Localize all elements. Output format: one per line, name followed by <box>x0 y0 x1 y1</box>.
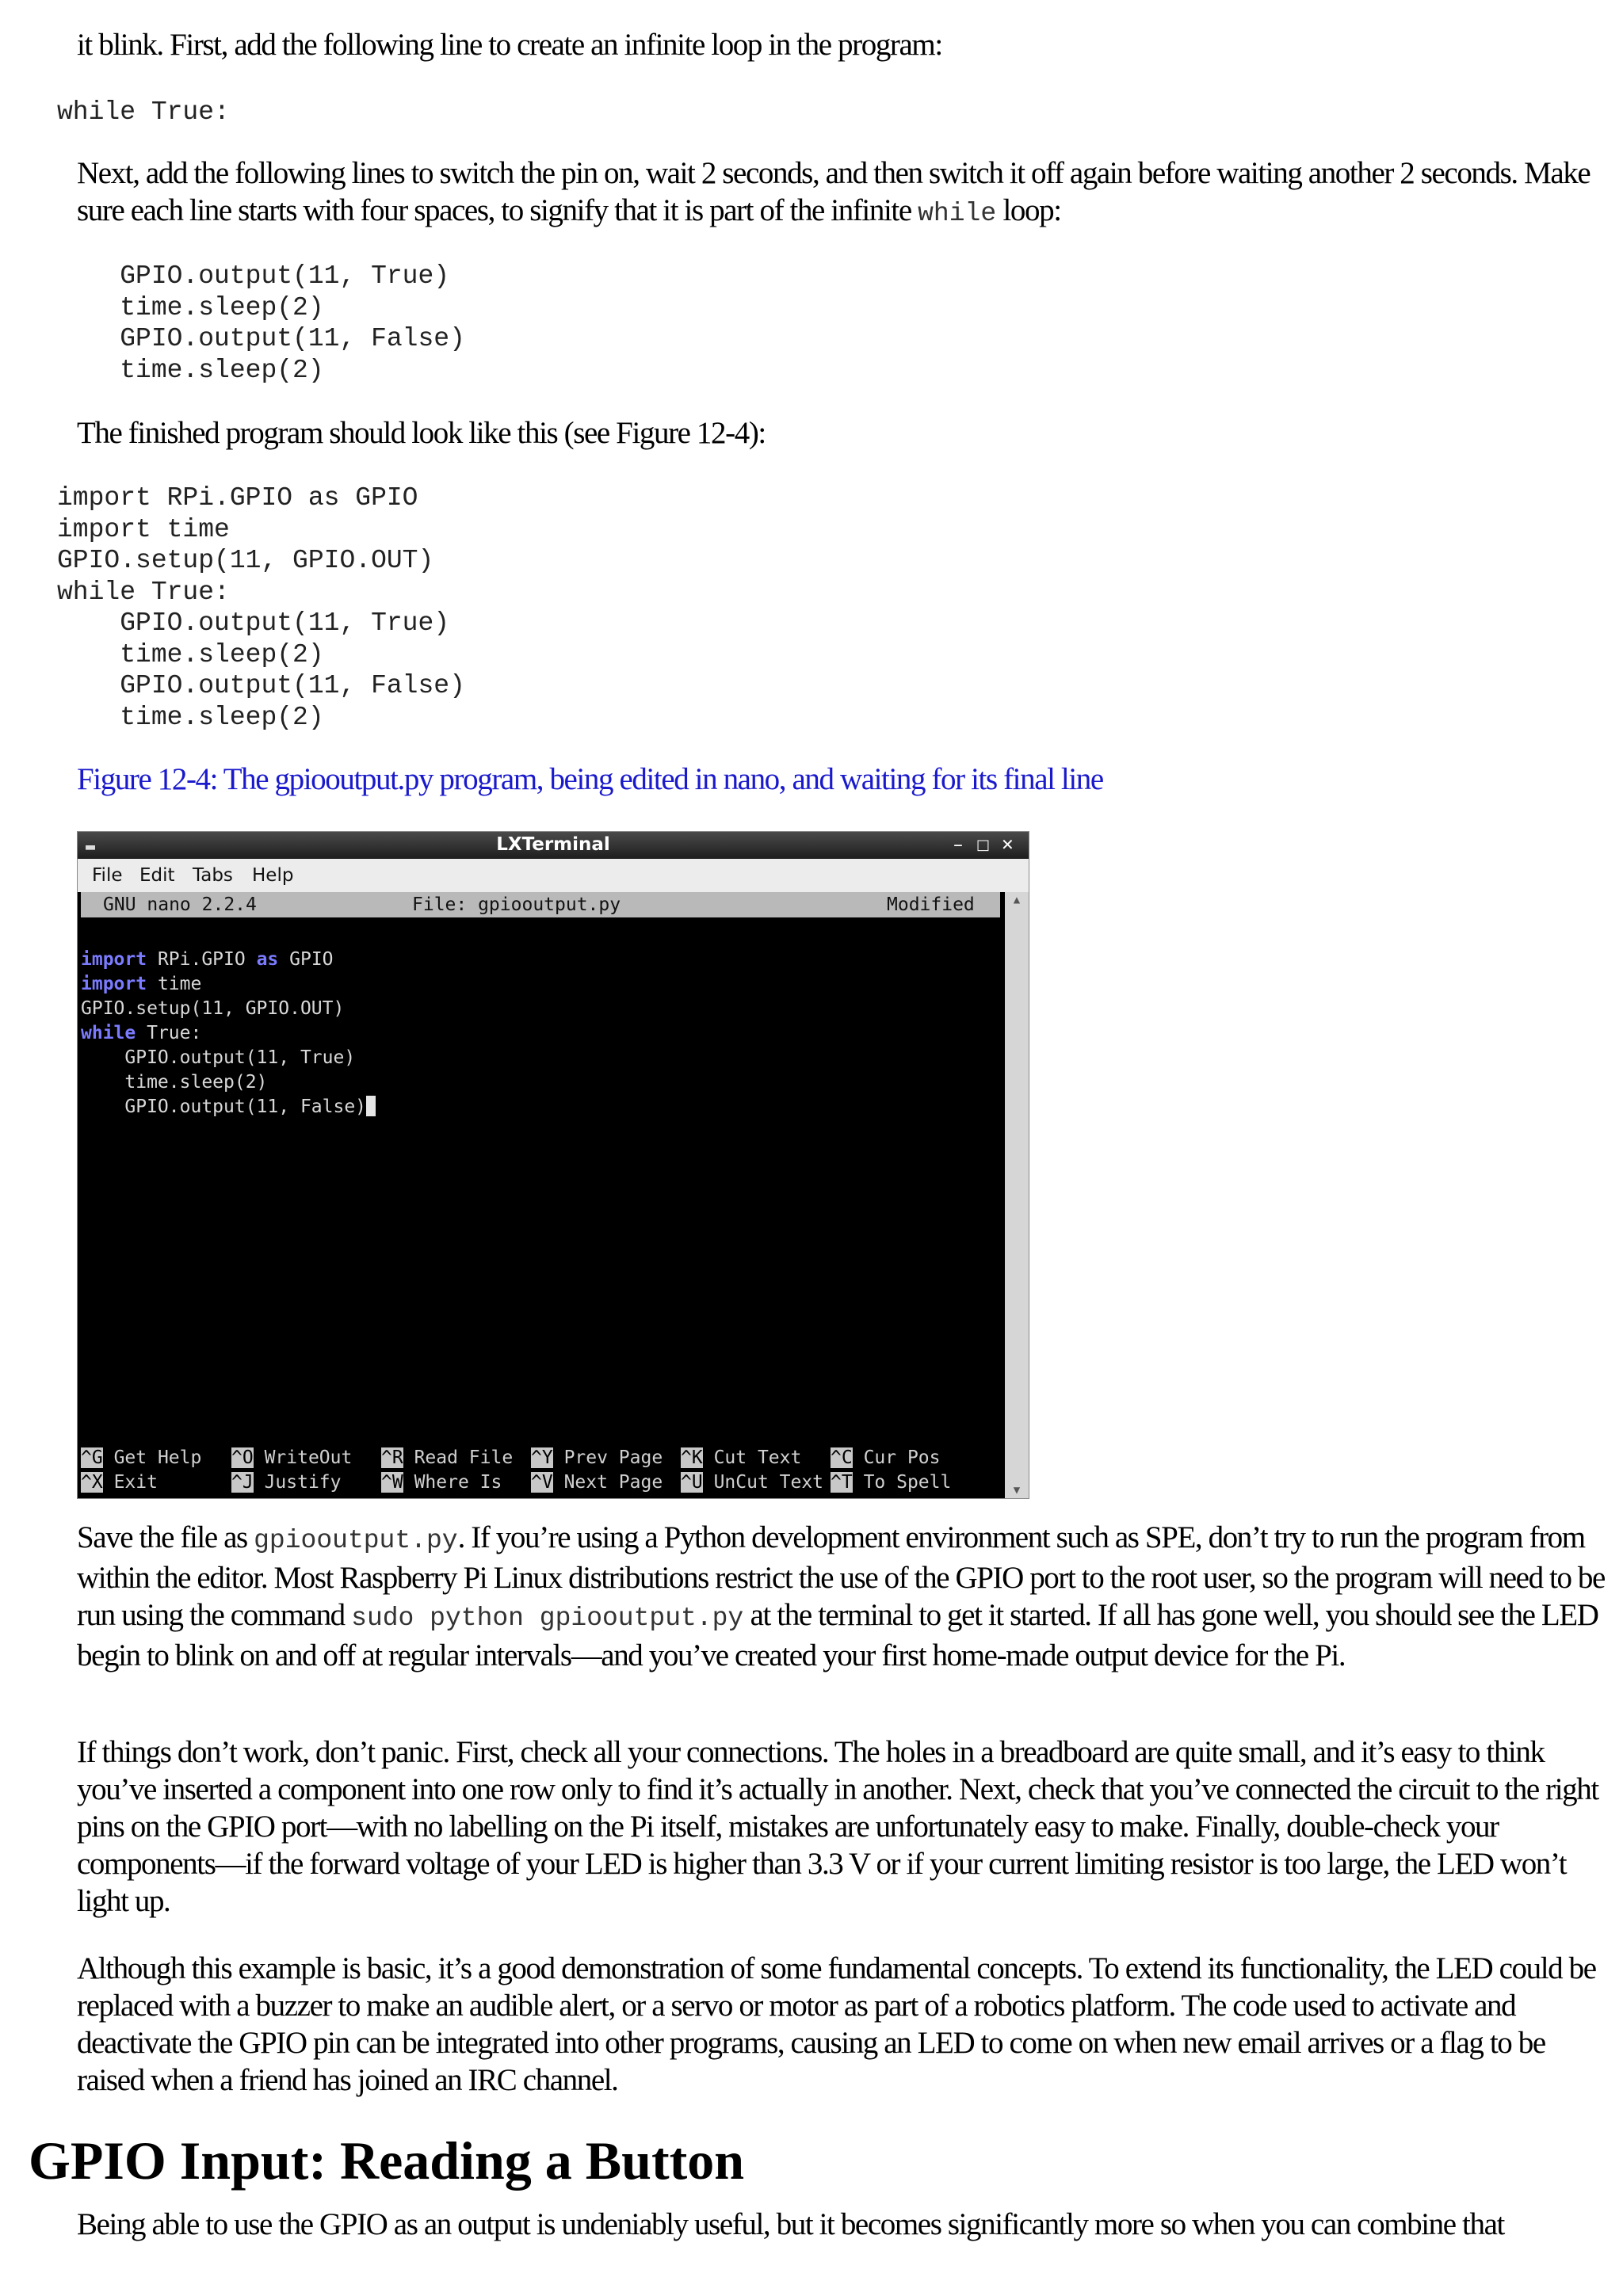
shortcut-next-page: ^V Next Page <box>531 1472 663 1493</box>
paragraph-gpio-input: Being able to use the GPIO as an output is undeniably useful, but it becomes significantly more so when you can combine that <box>77 2207 1504 2241</box>
paragraph-save-file: Save the file as gpiooutput.py. If you’re using a Python development environment such as SPE, don’t try to run the program from within the editor. Most Raspberry Pi Linux distributions restrict the use of the GPIO port to the root user, so the program will need to be run using the command sudo python gpiooutput.py at the terminal to get it started. If all has gone well, you should see the LED begin to blink on and off at regular intervals—and you’ve created your first home-made output device for the Pi. <box>77 1520 1605 1672</box>
shortcut-exit: ^X Exit <box>81 1472 158 1493</box>
paragraph-extension: Although this example is basic, it’s a good demonstration of some fundamental concepts. To extend its functionality, the LED could be replaced with a buzzer to make an audible alert, or a servo or motor as part of a robotics platform. The code used to activate and deactivate the GPIO pin can be integrated into other programs, causing an LED to come on when new email arrives or a flag to be raised when a friend has joined an IRC channel. <box>77 1951 1596 2097</box>
inline-code: gpiooutput.py <box>254 1526 458 1555</box>
inline-code: while <box>918 199 997 228</box>
terminal-screenshot <box>77 831 1029 1499</box>
terminal-scrollbar <box>1005 892 1029 1498</box>
menu-file: File <box>92 865 123 886</box>
text-cursor <box>366 1096 376 1116</box>
code-full-program: import RPi.GPIO as GPIO import time GPIO.setup(11, GPIO.OUT) while True: GPIO.output(11, True) time.sleep(2) GPIO.output(11, False) time.sleep(2) <box>57 483 465 732</box>
paragraph-intro: it blink. First, add the following line to create an infinite loop in the program: <box>77 28 942 62</box>
paragraph-troubleshooting: If things don’t work, don’t panic. First, check all your connections. The holes in a breadboard are quite small, and it’s easy to think you’ve inserted a component into one row only to find it’s actually in another. Next, check that you’ve connected the circuit to the right pins on the GPIO port—with no labelling on the Pi itself, mistakes are unfortunately easy to make. Finally, double-check your components—if the forward voltage of your LED is higher than 3.3 V or if your current limiting resistor is too large, the LED won’t light up. <box>77 1735 1598 1918</box>
menu-tabs: Tabs <box>193 865 233 886</box>
shortcut-cut-text: ^K Cut Text <box>681 1447 802 1468</box>
shortcut-where-is: ^W Where Is <box>381 1472 502 1493</box>
scroll-up-icon: ▲ <box>1013 894 1021 906</box>
paragraph-text: Next, add the following lines to switch the pin on, wait 2 seconds, and then switch it off again before waiting another 2 seconds. Make sure each line starts with four spaces, to signify that it is part of the infinite <box>77 156 1591 227</box>
nano-modified: Modified <box>887 894 975 915</box>
terminal-title: LXTerminal <box>496 834 610 855</box>
paragraph-loop-body <box>77 154 1606 232</box>
code-while-loop: while True: <box>57 97 230 127</box>
nano-editor-content: import RPi.GPIO as GPIO import time GPIO.setup(11, GPIO.OUT) while True: GPIO.output(11, True) time.sleep(2) GPIO.output(11, False) <box>81 948 376 1119</box>
paragraph-text: loop: <box>996 193 1061 227</box>
shortcut-uncut-text: ^U UnCut Text <box>681 1472 824 1493</box>
menu-edit: Edit <box>139 865 175 886</box>
code-loop-body: GPIO.output(11, True) time.sleep(2) GPIO.output(11, False) time.sleep(2) <box>120 261 465 385</box>
close-icon: ✕ <box>1001 835 1014 854</box>
shortcut-prev-page: ^Y Prev Page <box>531 1447 663 1468</box>
shortcut-to-spell: ^T To Spell <box>831 1472 952 1493</box>
inline-code: sudo python gpiooutput.py <box>351 1604 744 1633</box>
shortcut-read-file: ^R Read File <box>381 1447 514 1468</box>
paragraph-finished-program: The finished program should look like this (see Figure 12-4): <box>77 416 766 450</box>
shortcut-cur-pos: ^C Cur Pos <box>831 1447 941 1468</box>
nano-shortcut-bar <box>81 1446 1000 1497</box>
figure-caption: Figure 12-4: The gpiooutput.py program, being edited in nano, and waiting for its final line <box>77 762 1103 796</box>
terminal-menu-icon: ▬ <box>86 837 96 856</box>
section-heading: GPIO Input: Reading a Button <box>29 2130 745 2191</box>
nano-status-bar <box>81 892 1000 917</box>
shortcut-justify: ^J Justify <box>231 1472 342 1493</box>
minimize-icon: – <box>953 833 963 856</box>
menu-help: Help <box>252 865 294 886</box>
scroll-down-icon: ▼ <box>1013 1484 1021 1497</box>
shortcut-get-help: ^G Get Help <box>81 1447 202 1468</box>
terminal-titlebar <box>78 832 1029 859</box>
nano-filename: File: gpiooutput.py <box>412 894 621 915</box>
shortcut-writeout: ^O WriteOut <box>231 1447 353 1468</box>
maximize-icon: □ <box>976 837 991 853</box>
nano-version: GNU nano 2.2.4 <box>103 894 257 915</box>
terminal-menubar <box>78 859 1029 892</box>
